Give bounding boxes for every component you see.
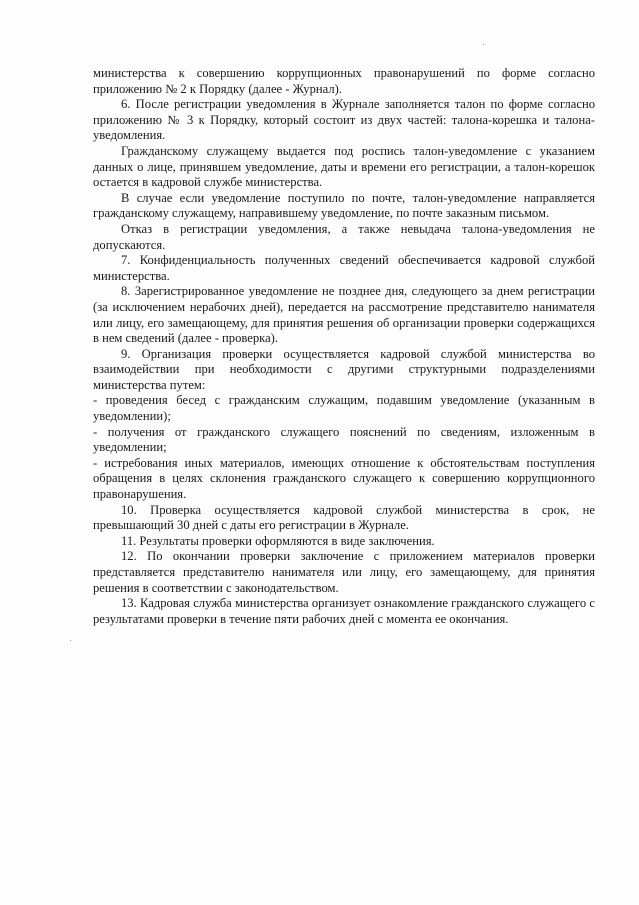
paragraph: 7. Конфиденциальность полученных сведений обеспечивается кадровой службой министерства.	[93, 253, 595, 283]
scan-speck	[483, 44, 484, 45]
paragraph: министерства к совершению коррупционных правонарушений по форме согласно приложению № 2 к Порядку (далее - Журнал).	[93, 66, 595, 96]
document-body	[93, 66, 595, 627]
list-item: - получения от гражданского служащего пояснений по сведениям, изложенным в уведомлении;	[93, 424, 595, 455]
scan-speck	[70, 640, 71, 641]
paragraph: В случае если уведомление поступило по почте, талон-уведомление направляется гражданскому служащему, направившему уведомление, по почте заказным письмом.	[93, 190, 595, 221]
paragraph: 10. Проверка осуществляется кадровой службой министерства в срок, не превышающий 30 дней с даты его регистрации в Журнале.	[93, 502, 595, 533]
paragraph: 9. Организация проверки осуществляется кадровой службой министерства во взаимодействии при необходимости с другими структурными подразделениями министерства путем:	[93, 346, 595, 392]
list-item: - истребования иных материалов, имеющих отношение к обстоятельствам поступления обращения в целях склонения гражданского служащего к совершению коррупционного правонарушения.	[93, 455, 595, 502]
paragraph: Отказ в регистрации уведомления, а также невыдача талона-уведомления не допускаются.	[93, 221, 595, 252]
paragraph: Гражданскому служащему выдается под роспись талон-уведомление с указанием данных о лице, принявшем уведомление, даты и времени его регистрации, а талон-корешок остается в кадровой службе министерства.	[93, 143, 595, 190]
paragraph: 6. После регистрации уведомления в Журнале заполняется талон по форме согласно приложению № 3 к Порядку, который состоит из двух частей: талона-корешка и талона-уведомления.	[93, 97, 595, 143]
paragraph: 11. Результаты проверки оформляются в виде заключения.	[121, 533, 435, 548]
list-item: - проведения бесед с гражданским служащим, подавшим уведомление (указанным в уведомлении);	[93, 393, 595, 424]
paragraph: 13. Кадровая служба министерства организует ознакомление гражданского служащего с результатами проверки в течение пяти рабочих дней с момента ее окончания.	[93, 596, 595, 626]
paragraph: 12. По окончании проверки заключение с приложением материалов проверки представляется представителю нанимателя или лицу, его замещающему, для принятия решения в соответствии с законодательством.	[93, 549, 595, 595]
paragraph: 8. Зарегистрированное уведомление не позднее дня, следующего за днем регистрации (за исключением нерабочих дней), передается на рассмотрение представителю нанимателя или лицу, его замещающему, для принятия решения об организации проверки содержащихся в нем сведений (далее - проверка).	[93, 284, 595, 346]
